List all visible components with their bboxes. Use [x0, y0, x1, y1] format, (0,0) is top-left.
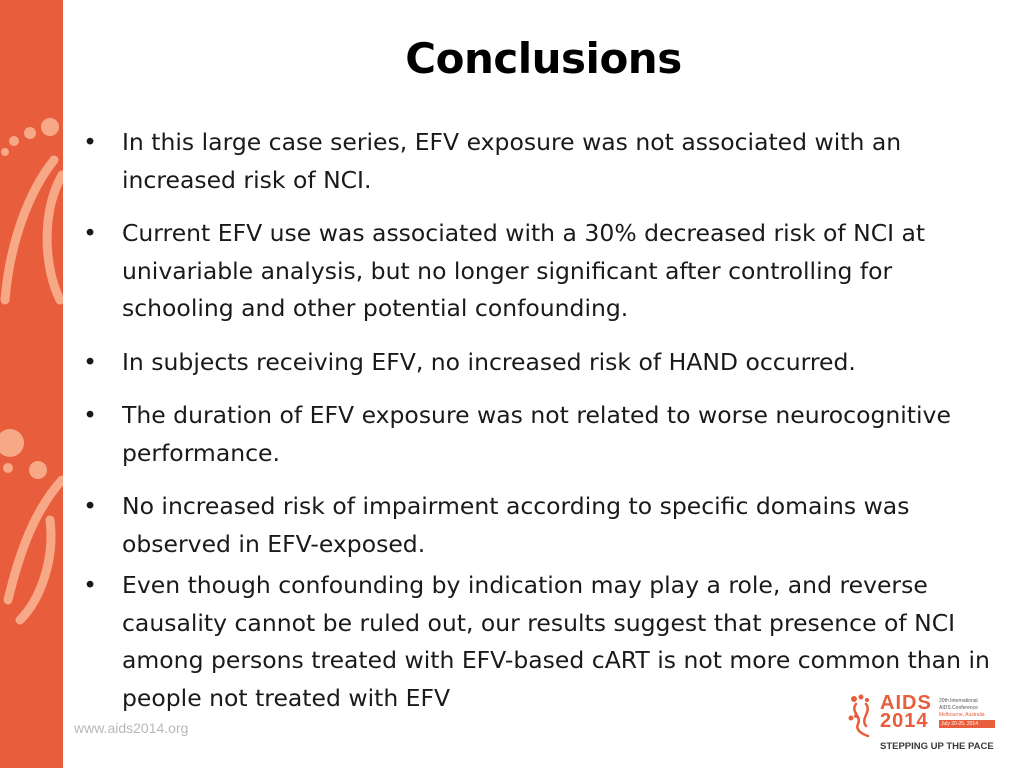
- list-item: [80, 344, 990, 382]
- footprint-pattern-icon: [0, 0, 63, 768]
- list-item: [80, 215, 990, 328]
- bullet-dot: •: [83, 347, 97, 376]
- bullet-text: No increased risk of impairment according to specific domains was observed in EFV-exposed.: [122, 492, 910, 558]
- bullet-dot: •: [83, 128, 97, 156]
- conference-logo: [846, 692, 996, 752]
- logo-line-3: Melbourne, Australia: [939, 712, 985, 718]
- list-item: [80, 397, 990, 472]
- bullet-text: In subjects receiving EFV, no increased risk of HAND occurred.: [122, 347, 856, 376]
- bullet-text: Current EFV use was associated with a 30% decreased risk of NCI at univariable analysis, but no longer significant after controlling for schooling and other potential confounding.: [122, 219, 926, 322]
- logo-year-text: 2014: [880, 710, 929, 732]
- logo-line-1: 20th International: [939, 698, 978, 704]
- slide-title: Conclusions: [405, 34, 682, 83]
- conclusions-list: [80, 124, 990, 733]
- footer-url: www.aids2014.org: [74, 720, 189, 736]
- bullet-text: In this large case series, EFV exposure was not associated with an increased risk of NCI.: [122, 128, 902, 194]
- logo-aids-text: AIDS: [880, 692, 932, 714]
- bullet-dot: •: [83, 571, 97, 599]
- footprint-logo-icon: [846, 694, 878, 738]
- logo-line-2: AIDS Conference: [939, 705, 978, 711]
- bullet-dot: •: [83, 219, 97, 247]
- decorative-side-bar: [0, 0, 63, 768]
- logo-dates: July 20-25, 2014: [939, 720, 995, 728]
- bullet-text: Even though confounding by indication may play a role, and reverse causality cannot be ruled out, our results suggest that presence of NCI among persons treated with EFV-based cART is not more common than in people not treated with EFV: [122, 571, 990, 712]
- logo-tagline: STEPPING UP THE PACE: [880, 741, 994, 752]
- bullet-dot: •: [83, 492, 97, 520]
- bullet-dot: •: [83, 401, 97, 429]
- bullet-text: The duration of EFV exposure was not related to worse neurocognitive performance.: [122, 401, 951, 467]
- list-item: [80, 488, 990, 563]
- list-item: [80, 124, 990, 199]
